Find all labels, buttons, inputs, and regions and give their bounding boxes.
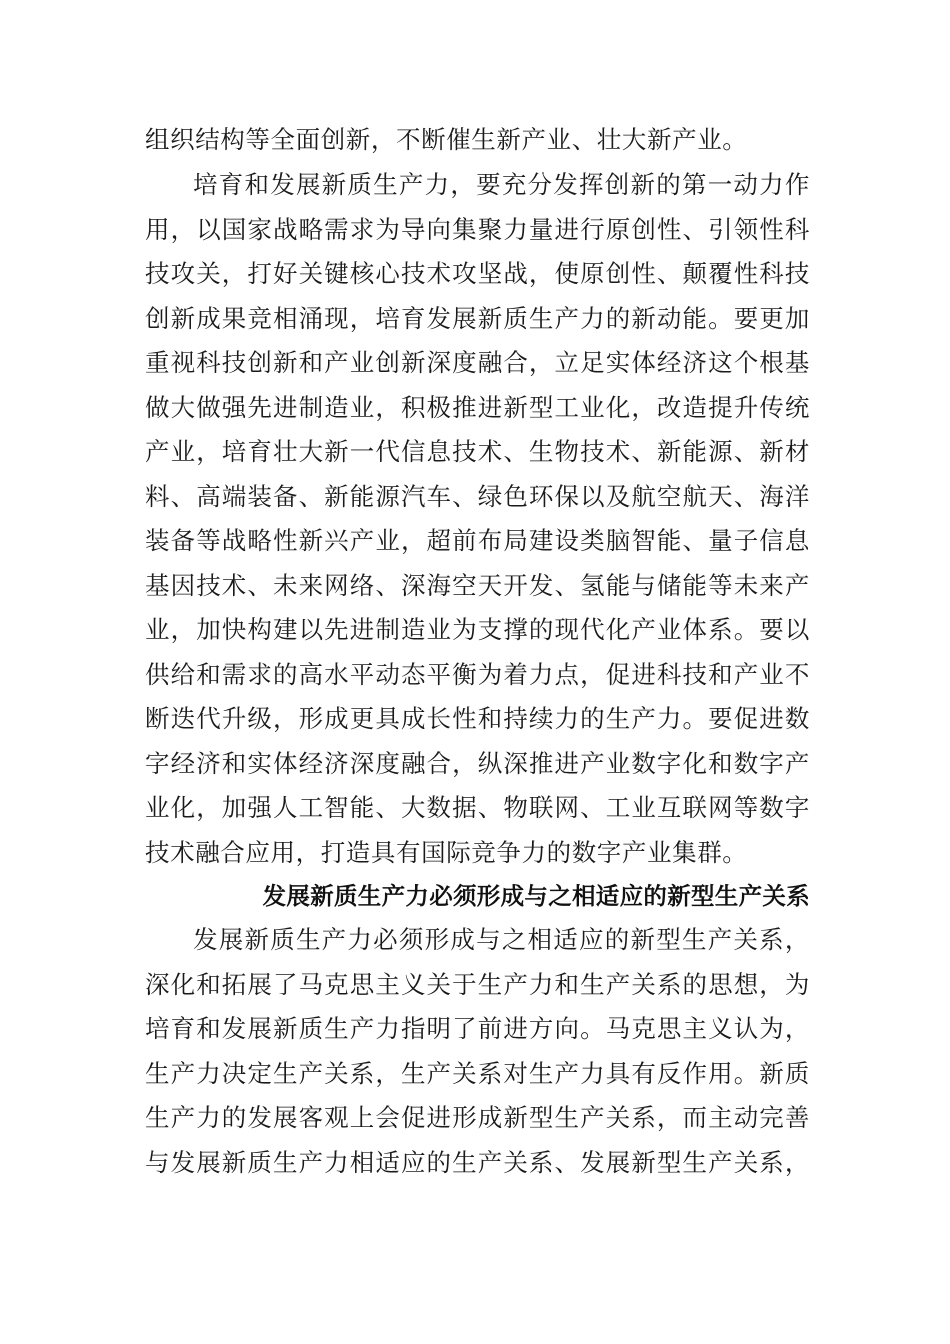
paragraph-line: 基因技术、未来网络、深海空天开发、氢能与储能等未来产 (145, 570, 810, 600)
paragraph-line: 发展新质生产力必须形成与之相适应的新型生产关系， (193, 925, 810, 954)
paragraph-line: 培育和发展新质生产力，要充分发挥创新的第一动力作 (193, 170, 810, 199)
paragraph-line: 组织结构等全面创新，不断催生新产业、壮大新产业。 (145, 125, 748, 154)
paragraph-line: 断迭代升级，形成更具成长性和持续力的生产力。要促进数 (145, 704, 810, 733)
paragraph-3 (145, 918, 810, 1185)
paragraph-line: 培育和发展新质生产力指明了前进方向。马克思主义认为， (145, 1014, 810, 1043)
paragraph-line: 供给和需求的高水平动态平衡为着力点，促进科技和产业不 (145, 659, 810, 689)
paragraph-line: 产业，培育壮大新一代信息技术、生物技术、新能源、新材 (145, 437, 810, 466)
paragraph-line: 字经济和实体经济深度融合，纵深推进产业数字化和数字产 (145, 748, 810, 778)
paragraph-line: 生产力决定生产关系，生产关系对生产力具有反作用。新质 (145, 1058, 810, 1088)
paragraph-line: 装备等战略性新兴产业，超前布局建设类脑智能、量子信息 (145, 526, 810, 555)
paragraph-2 (145, 163, 810, 875)
paragraph-line: 做大做强先进制造业，积极推进新型工业化，改造提升传统 (145, 392, 810, 422)
section-heading: 发展新质生产力必须形成与之相适应的新型生产关系 (262, 882, 810, 910)
paragraph-line: 业，加快构建以先进制造业为支撑的现代化产业体系。要以 (145, 615, 810, 644)
paragraph-line: 料、高端装备、新能源汽车、绿色环保以及航空航天、海洋 (145, 481, 810, 511)
paragraph-line: 与发展新质生产力相适应的生产关系、发展新型生产关系， (145, 1147, 810, 1177)
paragraph-line: 技攻关，打好关键核心技术攻坚战，使原创性、颠覆性科技 (145, 259, 810, 288)
paragraph-1 (145, 118, 810, 163)
paragraph-line: 业化，加强人工智能、大数据、物联网、工业互联网等数字 (145, 793, 810, 822)
paragraph-line: 用，以国家战略需求为导向集聚力量进行原创性、引领性科 (145, 214, 810, 244)
paragraph-line: 技术融合应用，打造具有国际竞争力的数字产业集群。 (145, 837, 748, 867)
paragraph-line: 创新成果竞相涌现，培育发展新质生产力的新动能。要更加 (145, 303, 810, 333)
paragraph-line: 重视科技创新和产业创新深度融合，立足实体经济这个根基 (145, 348, 810, 377)
paragraph-line: 深化和拓展了马克思主义关于生产力和生产关系的思想，为 (145, 969, 810, 999)
paragraph-line: 生产力的发展客观上会促进形成新型生产关系，而主动完善 (145, 1103, 810, 1132)
